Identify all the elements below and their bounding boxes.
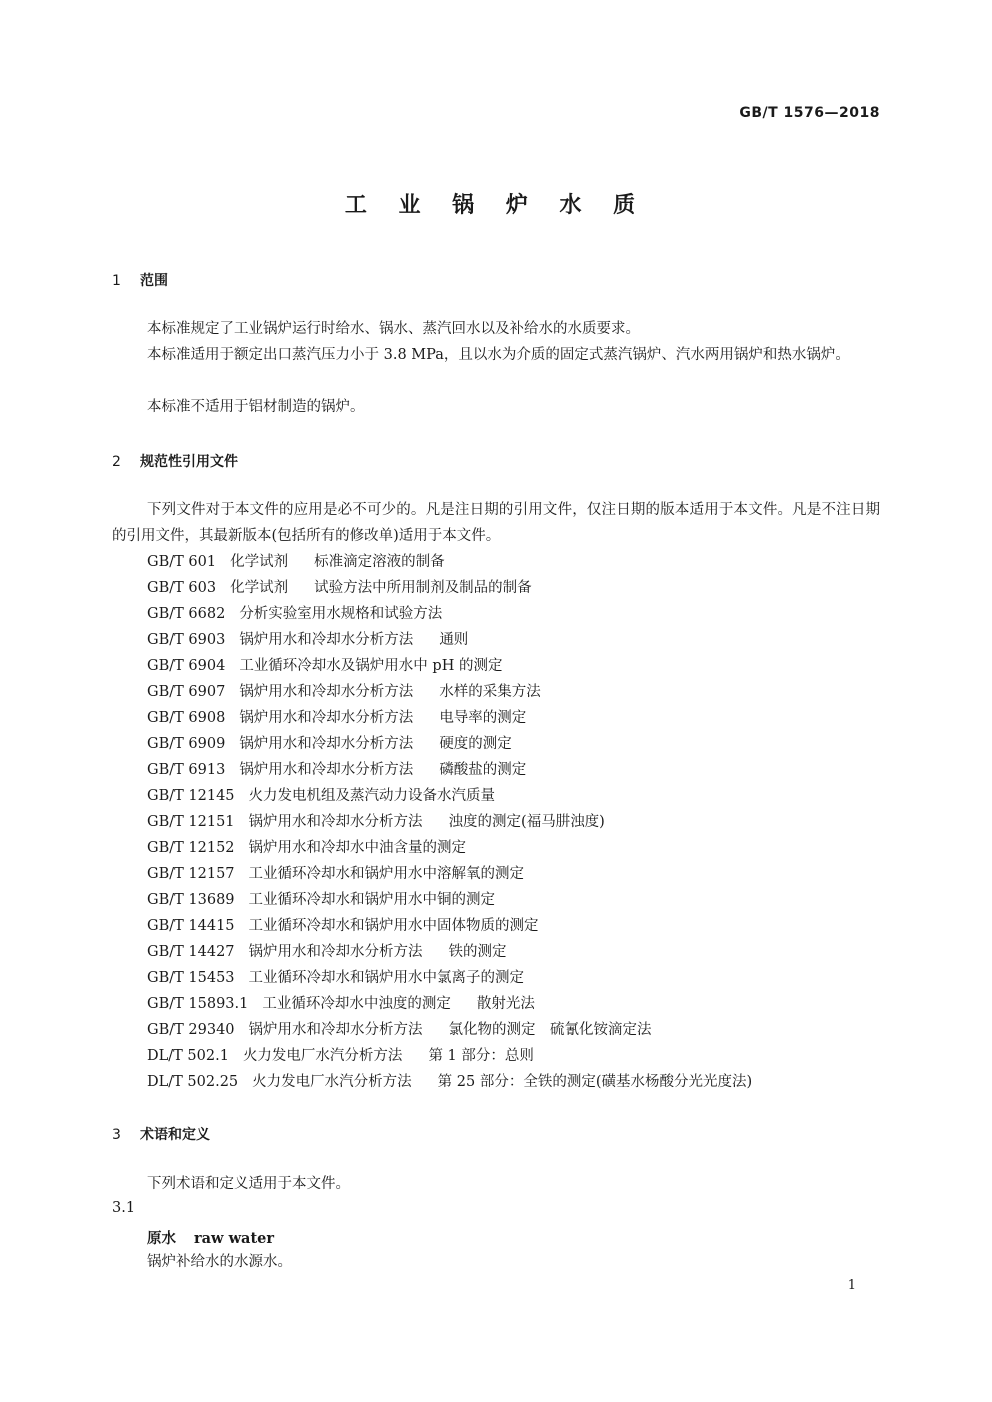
reference-title: 锅炉用水和冷却水分析方法	[248, 944, 423, 960]
reference-code: GB/T 12157	[147, 866, 235, 882]
reference-code: GB/T 12145	[147, 788, 235, 804]
section-2-intro: 下列文件对于本文件的应用是必不可少的。凡是注日期的引用文件，仅注日期的版本适用于本文件。凡是不注日期的引用文件，其最新版本(包括所有的修改单)适用于本文件。	[112, 502, 880, 544]
section-title: 规范性引用文件	[140, 454, 238, 470]
reference-code: GB/T 29340	[147, 1022, 235, 1038]
reference-code: GB/T 13689	[147, 892, 235, 908]
reference-item	[147, 601, 887, 627]
section-number: 2	[112, 454, 121, 470]
reference-code: GB/T 15453	[147, 970, 235, 986]
section-number: 1	[112, 273, 121, 289]
reference-title: 锅炉用水和冷却水中油含量的测定	[248, 840, 467, 856]
reference-item	[147, 705, 887, 731]
reference-item	[147, 549, 887, 575]
section-1-heading	[112, 270, 168, 290]
reference-title: 锅炉用水和冷却水分析方法	[248, 814, 423, 830]
reference-subtitle: 通则	[439, 632, 469, 648]
reference-item	[147, 653, 887, 679]
reference-title: 锅炉用水和冷却水分析方法	[239, 684, 414, 700]
reference-item	[147, 783, 887, 809]
reference-subtitle: 氯化物的测定 硫氰化铵滴定法	[448, 1022, 652, 1038]
reference-subtitle: 第 1 部分：总则	[428, 1048, 534, 1064]
reference-code: GB/T 6903	[147, 632, 226, 648]
term-definition: 锅炉补给水的水源水。	[147, 1254, 292, 1270]
reference-code: GB/T 6913	[147, 762, 226, 778]
term-english: raw water	[194, 1230, 275, 1247]
reference-item	[147, 1043, 887, 1069]
reference-code: GB/T 6904	[147, 658, 226, 674]
subclause-number: 3.1	[112, 1200, 136, 1216]
section-3-intro: 下列术语和定义适用于本文件。	[147, 1176, 350, 1192]
reference-item	[147, 1017, 887, 1043]
reference-title: 工业循环冷却水和锅炉用水中固体物质的测定	[248, 918, 539, 934]
reference-item	[147, 627, 887, 653]
reference-code: GB/T 12152	[147, 840, 235, 856]
reference-item	[147, 965, 887, 991]
reference-title: 分析实验室用水规格和试验方法	[239, 606, 443, 622]
reference-code: GB/T 6909	[147, 736, 226, 752]
term-entry	[147, 1227, 274, 1248]
reference-code: GB/T 14415	[147, 918, 235, 934]
document-title: 工 业 锅 炉 水 质	[344, 193, 648, 218]
page-number: 1	[847, 1278, 856, 1293]
reference-title: 工业循环冷却水和锅炉用水中氯离子的测定	[248, 970, 525, 986]
reference-code: DL/T 502.25	[147, 1074, 239, 1090]
reference-item	[147, 679, 887, 705]
reference-code: GB/T 6908	[147, 710, 226, 726]
reference-subtitle: 硬度的测定	[439, 736, 512, 752]
standard-number: GB/T 1576—2018	[739, 105, 880, 121]
reference-item	[147, 939, 887, 965]
reference-title: 化学试剂	[230, 580, 289, 596]
section-title: 范围	[140, 273, 168, 289]
term-chinese: 原水	[147, 1231, 176, 1247]
reference-item	[147, 835, 887, 861]
reference-code: GB/T 603	[147, 580, 217, 596]
reference-title: 火力发电厂水汽分析方法	[242, 1048, 403, 1064]
section-3-heading	[112, 1124, 210, 1144]
reference-subtitle: 标准滴定溶液的制备	[314, 554, 445, 570]
reference-title: 锅炉用水和冷却水分析方法	[239, 762, 414, 778]
section-title: 术语和定义	[140, 1127, 210, 1143]
reference-item	[147, 809, 887, 835]
reference-title: 锅炉用水和冷却水分析方法	[239, 736, 414, 752]
reference-title: 火力发电机组及蒸汽动力设备水汽质量	[248, 788, 496, 804]
reference-code: GB/T 12151	[147, 814, 235, 830]
reference-code: DL/T 502.1	[147, 1048, 229, 1064]
reference-title: 锅炉用水和冷却水分析方法	[239, 710, 414, 726]
reference-item	[147, 861, 887, 887]
reference-title: 锅炉用水和冷却水分析方法	[248, 1022, 423, 1038]
reference-item	[147, 887, 887, 913]
reference-item	[147, 757, 887, 783]
reference-subtitle: 试验方法中所用制剂及制品的制备	[314, 580, 532, 596]
reference-code: GB/T 15893.1	[147, 996, 249, 1012]
reference-code: GB/T 6907	[147, 684, 226, 700]
section-1-paragraph-1: 本标准规定了工业锅炉运行时给水、锅水、蒸汽回水以及补给水的水质要求。	[147, 321, 640, 337]
reference-title: 工业循环冷却水和锅炉用水中铜的测定	[248, 892, 496, 908]
section-1-paragraph-3: 本标准不适用于铝材制造的锅炉。	[147, 399, 365, 415]
reference-code: GB/T 14427	[147, 944, 235, 960]
reference-item	[147, 1069, 887, 1095]
reference-subtitle: 水样的采集方法	[439, 684, 541, 700]
reference-title: 工业循环冷却水及锅炉用水中 pH 的测定	[239, 658, 503, 674]
reference-subtitle: 铁的测定	[448, 944, 507, 960]
reference-title: 锅炉用水和冷却水分析方法	[239, 632, 414, 648]
reference-code: GB/T 601	[147, 554, 217, 570]
reference-item	[147, 913, 887, 939]
reference-title: 火力发电厂水汽分析方法	[252, 1074, 412, 1090]
reference-title: 化学试剂	[230, 554, 289, 570]
section-1-paragraph-2: 本标准适用于额定出口蒸汽压力小于 3.8 MPa，且以水为介质的固定式蒸汽锅炉、汽水两用锅炉和热水锅炉。	[147, 347, 850, 363]
reference-subtitle: 电导率的测定	[439, 710, 527, 726]
reference-subtitle: 散射光法	[476, 996, 535, 1012]
section-number: 3	[112, 1127, 121, 1143]
reference-title: 工业循环冷却水和锅炉用水中溶解氧的测定	[248, 866, 525, 882]
reference-title: 工业循环冷却水中浊度的测定	[262, 996, 451, 1012]
reference-subtitle: 浊度的测定(福马肼浊度)	[448, 814, 605, 830]
reference-subtitle: 第 25 部分：全铁的测定(磺基水杨酸分光光度法)	[437, 1074, 753, 1090]
reference-code: GB/T 6682	[147, 606, 226, 622]
section-2-heading	[112, 451, 238, 471]
reference-item	[147, 575, 887, 601]
normative-reference-list	[147, 549, 887, 1095]
reference-item	[147, 991, 887, 1017]
reference-item	[147, 731, 887, 757]
reference-subtitle: 磷酸盐的测定	[439, 762, 527, 778]
